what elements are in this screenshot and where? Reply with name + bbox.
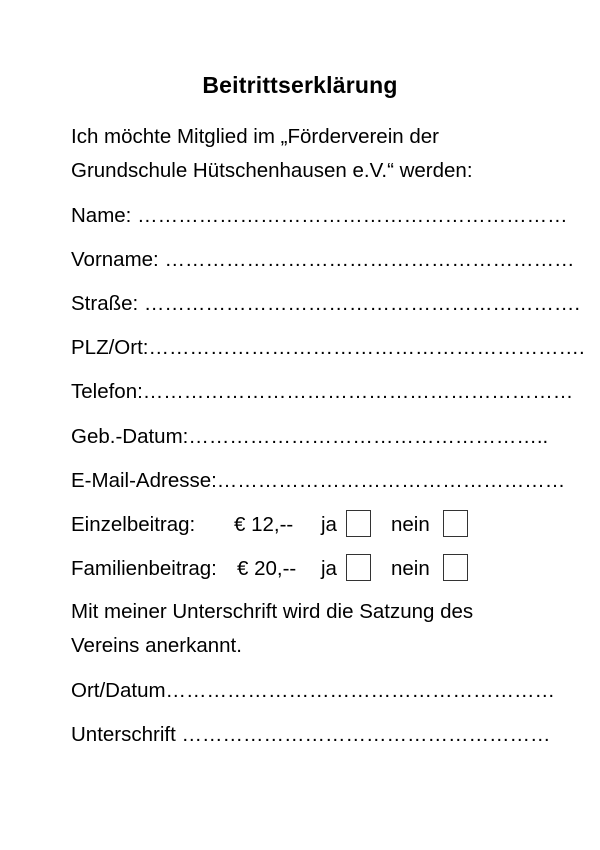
- vorname-field[interactable]: Vorname: ……………………………………………………: [71, 248, 575, 271]
- familienbeitrag-label: Familienbeitrag:: [71, 557, 217, 580]
- geb-datum-field[interactable]: Geb.-Datum:……………………………………………..: [71, 425, 549, 448]
- einzelbeitrag-row: [71, 510, 531, 540]
- einzelbeitrag-label: Einzelbeitrag:: [71, 513, 196, 536]
- einzelbeitrag-ja-label: ja: [321, 513, 337, 536]
- familienbeitrag-row: [71, 554, 531, 584]
- familienbeitrag-amount: € 20,--: [237, 557, 297, 580]
- telefon-field[interactable]: Telefon:………………………………………………………: [71, 380, 574, 403]
- familienbeitrag-nein-label: nein: [391, 557, 430, 580]
- statement-line-1: Mit meiner Unterschrift wird die Satzung des: [71, 600, 474, 623]
- familienbeitrag-ja-checkbox[interactable]: [346, 554, 371, 581]
- unterschrift-field[interactable]: Unterschrift ………………………………………………: [71, 723, 551, 746]
- strasse-field[interactable]: Straße: ……………………………………………………….: [71, 292, 581, 315]
- form-title: Beitrittserklärung: [202, 72, 398, 98]
- email-field[interactable]: E-Mail-Adresse:……………………………………………: [71, 469, 566, 492]
- familienbeitrag-nein-checkbox[interactable]: [443, 554, 468, 581]
- ort-datum-field[interactable]: Ort/Datum…………………………………………………: [71, 679, 556, 702]
- einzelbeitrag-ja-checkbox[interactable]: [346, 510, 371, 537]
- intro-text-line-2: Grundschule Hütschenhausen e.V.“ werden:: [71, 159, 473, 182]
- plz-ort-field[interactable]: PLZ/Ort:……………………………………………………….: [71, 336, 585, 359]
- name-field[interactable]: Name: ………………………………………………………: [71, 204, 568, 227]
- intro-text-line-1: Ich möchte Mitglied im „Förderverein der: [71, 125, 439, 148]
- einzelbeitrag-nein-checkbox[interactable]: [443, 510, 468, 537]
- einzelbeitrag-nein-label: nein: [391, 513, 430, 536]
- familienbeitrag-ja-label: ja: [321, 557, 337, 580]
- einzelbeitrag-amount: € 12,--: [234, 513, 294, 536]
- statement-line-2: Vereins anerkannt.: [71, 634, 242, 657]
